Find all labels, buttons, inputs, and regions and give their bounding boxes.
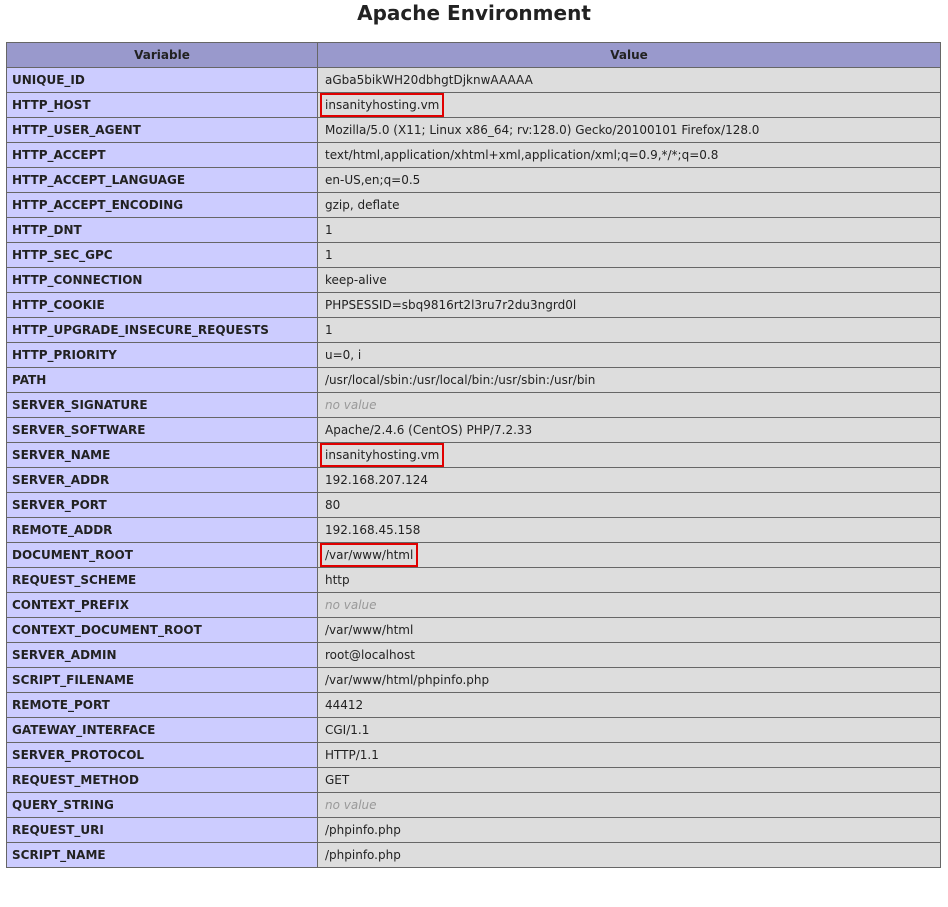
variable-value-cell [318, 518, 941, 543]
table-header-row [7, 43, 941, 68]
variable-name-cell: REQUEST_SCHEME [7, 568, 318, 593]
variable-value-cell [318, 593, 941, 618]
variable-name-cell: SERVER_NAME [7, 443, 318, 468]
variable-value-cell [318, 318, 941, 343]
table-row [7, 168, 941, 193]
highlighted-value: /var/www/html [320, 543, 418, 567]
variable-name-cell: HTTP_CONNECTION [7, 268, 318, 293]
table-row [7, 718, 941, 743]
value-text: keep-alive [325, 273, 387, 287]
value-text: 1 [325, 323, 333, 337]
value-text: 80 [325, 498, 341, 512]
variable-name-cell: SERVER_SIGNATURE [7, 393, 318, 418]
variable-value-cell [318, 618, 941, 643]
value-text: gzip, deflate [325, 198, 400, 212]
variable-name-cell: CONTEXT_PREFIX [7, 593, 318, 618]
variable-name-cell: QUERY_STRING [7, 793, 318, 818]
value-text: /phpinfo.php [325, 848, 401, 862]
table-row [7, 543, 941, 568]
variable-name-cell: REQUEST_URI [7, 818, 318, 843]
value-text: Apache/2.4.6 (CentOS) PHP/7.2.33 [325, 423, 533, 437]
table-row [7, 468, 941, 493]
value-text: no value [325, 598, 377, 612]
value-text: 192.168.207.124 [325, 473, 429, 487]
value-text: /var/www/html/phpinfo.php [325, 673, 490, 687]
value-text: aGba5bikWH20dbhgtDjknwAAAAA [325, 73, 533, 87]
value-column-header: Value [318, 43, 941, 68]
variable-name-cell: SCRIPT_FILENAME [7, 668, 318, 693]
variable-name-cell: HTTP_ACCEPT_ENCODING [7, 193, 318, 218]
page-title: Apache Environment [357, 1, 591, 25]
variable-value-cell [318, 293, 941, 318]
table-row [7, 493, 941, 518]
table-row [7, 518, 941, 543]
table-row [7, 443, 941, 468]
variable-name-cell: HTTP_SEC_GPC [7, 243, 318, 268]
variable-name-cell: GATEWAY_INTERFACE [7, 718, 318, 743]
value-text: CGI/1.1 [325, 723, 370, 737]
variable-value-cell [318, 368, 941, 393]
variable-name-cell: SERVER_ADMIN [7, 643, 318, 668]
variable-value-cell [318, 818, 941, 843]
table-row [7, 68, 941, 93]
variable-value-cell [318, 93, 941, 118]
table-row [7, 843, 941, 868]
table-row [7, 343, 941, 368]
variable-value-cell [318, 193, 941, 218]
table-row [7, 793, 941, 818]
variable-name-cell: DOCUMENT_ROOT [7, 543, 318, 568]
variable-name-cell: HTTP_UPGRADE_INSECURE_REQUESTS [7, 318, 318, 343]
variable-value-cell [318, 243, 941, 268]
table-row [7, 293, 941, 318]
variable-name-cell: HTTP_HOST [7, 93, 318, 118]
variable-value-cell [318, 693, 941, 718]
variable-value-cell [318, 143, 941, 168]
value-text: PHPSESSID=sbq9816rt2l3ru7r2du3ngrd0l [325, 298, 577, 312]
table-row [7, 568, 941, 593]
table-row [7, 643, 941, 668]
table-row [7, 818, 941, 843]
variable-value-cell [318, 268, 941, 293]
table-row [7, 393, 941, 418]
value-text: 1 [325, 248, 333, 262]
variable-name-cell: SERVER_PROTOCOL [7, 743, 318, 768]
table-row [7, 668, 941, 693]
variable-name-cell: HTTP_ACCEPT_LANGUAGE [7, 168, 318, 193]
variable-name-cell: SERVER_SOFTWARE [7, 418, 318, 443]
table-row [7, 118, 941, 143]
value-text: /phpinfo.php [325, 823, 401, 837]
variable-name-cell: HTTP_ACCEPT [7, 143, 318, 168]
table-row [7, 193, 941, 218]
apache-environment-table [6, 42, 941, 868]
table-row [7, 93, 941, 118]
value-text: u=0, i [325, 348, 362, 362]
value-text: 1 [325, 223, 333, 237]
table-row [7, 743, 941, 768]
table-row [7, 243, 941, 268]
variable-value-cell [318, 468, 941, 493]
value-text: GET [325, 773, 350, 787]
value-text: 192.168.45.158 [325, 523, 421, 537]
table-row [7, 368, 941, 393]
variable-value-cell [318, 743, 941, 768]
variable-name-cell: HTTP_PRIORITY [7, 343, 318, 368]
variable-value-cell [318, 418, 941, 443]
variable-value-cell [318, 343, 941, 368]
variable-value-cell [318, 568, 941, 593]
variable-value-cell [318, 643, 941, 668]
variable-value-cell [318, 168, 941, 193]
value-text: text/html,application/xhtml+xml,application/xml;q=0.9,*/*;q=0.8 [325, 148, 719, 162]
variable-value-cell [318, 68, 941, 93]
variable-name-cell: CONTEXT_DOCUMENT_ROOT [7, 618, 318, 643]
variable-name-cell: SERVER_PORT [7, 493, 318, 518]
value-text: HTTP/1.1 [325, 748, 379, 762]
variable-name-cell: SERVER_ADDR [7, 468, 318, 493]
highlighted-value: insanityhosting.vm [320, 93, 444, 117]
table-body [7, 68, 941, 868]
variable-name-cell: HTTP_COOKIE [7, 293, 318, 318]
table-row [7, 593, 941, 618]
value-text: 44412 [325, 698, 364, 712]
highlighted-value: insanityhosting.vm [320, 443, 444, 467]
value-text: en-US,en;q=0.5 [325, 173, 421, 187]
table-row [7, 218, 941, 243]
variable-column-header: Variable [7, 43, 318, 68]
variable-name-cell: UNIQUE_ID [7, 68, 318, 93]
variable-value-cell [318, 768, 941, 793]
table-row [7, 768, 941, 793]
variable-name-cell: REMOTE_PORT [7, 693, 318, 718]
table-row [7, 418, 941, 443]
variable-name-cell: HTTP_DNT [7, 218, 318, 243]
table-row [7, 318, 941, 343]
table-row [7, 618, 941, 643]
variable-value-cell [318, 718, 941, 743]
variable-name-cell: SCRIPT_NAME [7, 843, 318, 868]
value-text: root@localhost [325, 648, 415, 662]
value-text: no value [325, 398, 377, 412]
value-text: /usr/local/sbin:/usr/local/bin:/usr/sbin:/usr/bin [325, 373, 596, 387]
variable-value-cell [318, 118, 941, 143]
variable-name-cell: REQUEST_METHOD [7, 768, 318, 793]
value-text: http [325, 573, 350, 587]
table-row [7, 143, 941, 168]
value-text: no value [325, 798, 377, 812]
variable-value-cell [318, 443, 941, 468]
variable-name-cell: HTTP_USER_AGENT [7, 118, 318, 143]
variable-name-cell: REMOTE_ADDR [7, 518, 318, 543]
variable-value-cell [318, 668, 941, 693]
variable-value-cell [318, 393, 941, 418]
variable-value-cell [318, 543, 941, 568]
variable-value-cell [318, 493, 941, 518]
variable-value-cell [318, 843, 941, 868]
value-text: /var/www/html [325, 623, 414, 637]
table-row [7, 693, 941, 718]
table-row [7, 268, 941, 293]
variable-name-cell: PATH [7, 368, 318, 393]
value-text: Mozilla/5.0 (X11; Linux x86_64; rv:128.0) Gecko/20100101 Firefox/128.0 [325, 123, 760, 137]
variable-value-cell [318, 793, 941, 818]
variable-value-cell [318, 218, 941, 243]
